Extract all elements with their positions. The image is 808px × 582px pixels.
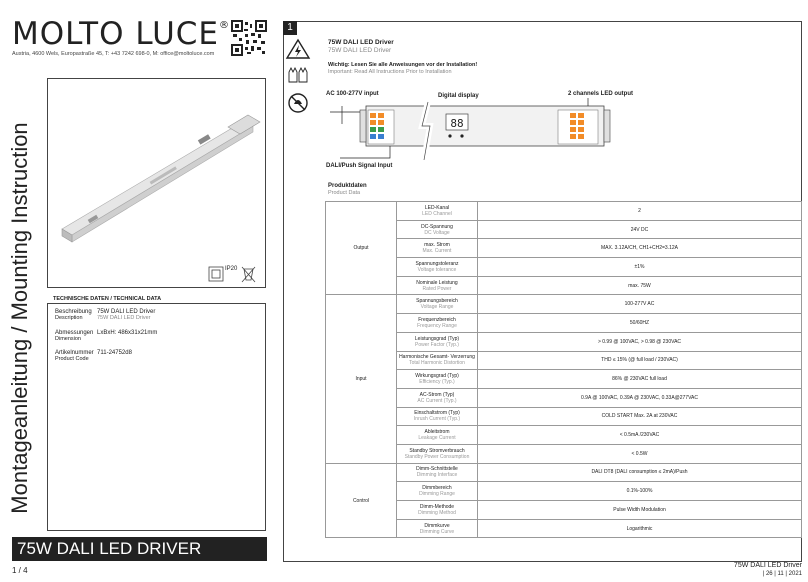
table-value-cell: < 0.5mA /230VAC	[478, 426, 802, 445]
product-image-box	[47, 78, 266, 288]
table-row	[326, 220, 802, 239]
table-parameter-cell	[397, 239, 478, 258]
table-category-cell: Output	[326, 202, 397, 295]
led-output-label: 2 channels LED output	[568, 91, 634, 97]
table-category-cell: Control	[326, 463, 397, 538]
ac-input-label: AC 100-277V input	[326, 91, 379, 97]
spec-row-dimension: Abmessungen LxBxH: 486x31x21mm Dimension	[55, 330, 158, 342]
doc-title-en: 75W DALI LED Driver	[328, 47, 392, 54]
table-parameter-cell	[397, 258, 478, 277]
parameter-name: Frequenzbereich	[418, 316, 456, 323]
table-value-cell: 100-277V AC	[478, 295, 802, 314]
warning-text-en: Important: Read All Instructions Prior to Installation	[328, 69, 452, 75]
warning-text: Wichtig: Lesen Sie alle Anweisungen vor der Installation!	[328, 62, 478, 68]
table-parameter-cell	[397, 501, 478, 520]
table-value-cell: < 0.5W	[478, 444, 802, 463]
parameter-name: Dimmkurve	[424, 522, 450, 529]
table-parameter-cell	[397, 276, 478, 295]
footer-title: 75W DALI LED Driver	[733, 562, 802, 569]
table-parameter-cell	[397, 314, 478, 333]
table-value-cell: Pulse Width Modulation	[478, 501, 802, 520]
product-data-table	[325, 201, 802, 538]
table-row	[326, 501, 802, 520]
no-water-icon	[289, 94, 307, 112]
table-parameter-cell	[397, 463, 478, 482]
spec-row-description: Beschreibung 75W DALI LED Driver Description 75W DALI LED Driver	[55, 309, 156, 321]
warning-icons	[285, 38, 311, 128]
side-title: Montageanleitung / Mounting Instruction	[7, 122, 32, 514]
table-parameter-cell	[397, 444, 478, 463]
parameter-name-en: Leakage Current	[418, 435, 456, 442]
table-row	[326, 276, 802, 295]
table-row	[326, 314, 802, 333]
table-parameter-cell	[397, 220, 478, 239]
parameter-name: Standby Stromverbrauch	[409, 447, 465, 454]
parameter-name-en: Dimming Interface	[416, 472, 458, 479]
table-parameter-cell	[397, 295, 478, 314]
table-parameter-cell	[397, 351, 478, 370]
qr-code-icon	[231, 20, 267, 56]
table-parameter-cell	[397, 388, 478, 407]
parameter-name: DC-Spannung	[421, 223, 453, 230]
table-row	[326, 482, 802, 501]
parameter-name: Harmonische Gesamt- Verzerrung	[399, 354, 475, 361]
table-value-cell: DALI DT8 (DALI consumption ≤ 2mA)/Push	[478, 463, 802, 482]
table-parameter-cell	[397, 370, 478, 389]
parameter-name: Einschaltstrom (Typ)	[414, 410, 460, 417]
table-row	[326, 239, 802, 258]
parameter-name-en: Total Harmonic Distortion	[409, 360, 465, 367]
registered-mark: ®	[219, 20, 230, 31]
tech-data-header: TECHNISCHE DATEN / TECHNICAL DATA	[53, 296, 162, 302]
table-parameter-cell	[397, 332, 478, 351]
parameter-name-en: Inrush Current (Typ.)	[413, 416, 461, 423]
parameter-name-en: Standby Power Consumption	[404, 453, 470, 460]
parameter-name: Wirkungsgrad (Typ)	[415, 373, 459, 380]
brand-logo	[12, 16, 230, 52]
parameter-name-en: Efficiency (Typ.)	[419, 379, 455, 386]
parameter-name-en: Power Factor (Typ.)	[415, 341, 459, 348]
parameter-name-en: Rated Power	[422, 285, 452, 292]
table-value-cell: COLD START Max. 2A at 230VAC	[478, 407, 802, 426]
parameter-name-en: Dimming Range	[419, 491, 455, 498]
parameter-name: Dimmbereich	[422, 485, 452, 492]
parameter-name: Spannungstoleranz	[415, 260, 459, 267]
table-category-cell: Input	[326, 295, 397, 463]
table-row	[326, 202, 802, 221]
electric-hazard-icon	[287, 40, 309, 58]
parameter-name: Dimm-Schnittstelle	[416, 466, 458, 473]
product-data-title: Produktdaten	[328, 183, 367, 189]
table-value-cell: 2	[478, 202, 802, 221]
table-row	[326, 258, 802, 277]
parameter-name-en: Dimming Method	[418, 509, 456, 516]
brand-name: MOLTO LUCE	[12, 16, 219, 52]
led-driver-product-image	[48, 79, 265, 287]
table-parameter-cell	[397, 426, 478, 445]
table-row	[326, 351, 802, 370]
table-row	[326, 519, 802, 538]
product-banner: 75W DALI LED DRIVER	[12, 537, 267, 561]
table-row	[326, 388, 802, 407]
parameter-name-en: Frequency Range	[417, 322, 457, 329]
table-value-cell: 86% @ 230VAC full load	[478, 370, 802, 389]
parameter-name-en: Voltage tolerance	[417, 266, 457, 273]
table-row	[326, 370, 802, 389]
table-row	[326, 295, 802, 314]
parameter-name: Leistungsgrad (Typ)	[414, 335, 460, 342]
company-address: Austria, 4600 Wels, Europastraße 45, T: +43 7242 698-0, M: office@moltoluce.com	[12, 51, 215, 57]
table-row	[326, 332, 802, 351]
table-value-cell: 50/60HZ	[478, 314, 802, 333]
table-value-cell: 24V DC	[478, 220, 802, 239]
table-parameter-cell	[397, 482, 478, 501]
table-parameter-cell	[397, 519, 478, 538]
table-value-cell: > 0.99 @ 100VAC, > 0.98 @ 230VAC	[478, 332, 802, 351]
product-data-title-en: Product Data	[328, 190, 361, 196]
parameter-name-en: Voltage Range	[420, 304, 454, 311]
table-value-cell: ±1%	[478, 258, 802, 277]
display-label: Digital display	[438, 93, 479, 99]
section-number: 1	[283, 21, 297, 35]
table-row	[326, 444, 802, 463]
table-row	[326, 426, 802, 445]
parameter-name-en: DC Voltage	[424, 229, 450, 236]
driver-wiring-diagram	[330, 98, 630, 164]
table-row	[326, 407, 802, 426]
weee-bin-icon	[242, 267, 255, 282]
gloves-icon	[289, 68, 307, 82]
parameter-name-en: LED Channel	[422, 210, 452, 217]
table-value-cell: Logarithmic	[478, 519, 802, 538]
parameter-name: Dimm-Methode	[419, 503, 455, 510]
ip-rating: IP20	[225, 266, 238, 272]
table-value-cell: max. 75W	[478, 276, 802, 295]
page-number: 1 / 4	[12, 566, 28, 575]
table-value-cell: MAX. 3.12A/CH, CH1+CH2=3.12A	[478, 239, 802, 258]
parameter-name: LED-Kanal	[424, 204, 450, 211]
parameter-name: max. Strom	[424, 242, 450, 249]
table-value-cell: 0.9A @ 100VAC, 0.39A @ 230VAC, 0.33A@277VAC	[478, 388, 802, 407]
parameter-name: AC-Strom (Typ)	[419, 391, 455, 398]
parameter-name-en: AC Current (Typ.)	[417, 397, 457, 404]
table-value-cell: THD ≤ 15% (@ full load / 230VAC)	[478, 351, 802, 370]
doc-title: 75W DALI LED Driver	[328, 39, 394, 46]
digital-display-readout: 88	[450, 117, 464, 130]
table-row	[326, 463, 802, 482]
parameter-name: Ableitstrom	[424, 429, 450, 436]
footer-date: | 26 | 11 | 2021	[762, 571, 802, 577]
dali-input-label: DALI/Push Signal Input	[326, 163, 393, 169]
parameter-name: Nominale Leistung	[416, 279, 458, 286]
table-parameter-cell	[397, 202, 478, 221]
parameter-name: Spannungsbereich	[416, 298, 458, 305]
parameter-name-en: Dimming Curve	[419, 528, 455, 535]
table-parameter-cell	[397, 407, 478, 426]
table-value-cell: 0.1%-100%	[478, 482, 802, 501]
spec-row-product-code: Artikelnummer 711-24752d8 Product Code	[55, 350, 132, 362]
parameter-name-en: Max. Current	[422, 248, 452, 255]
